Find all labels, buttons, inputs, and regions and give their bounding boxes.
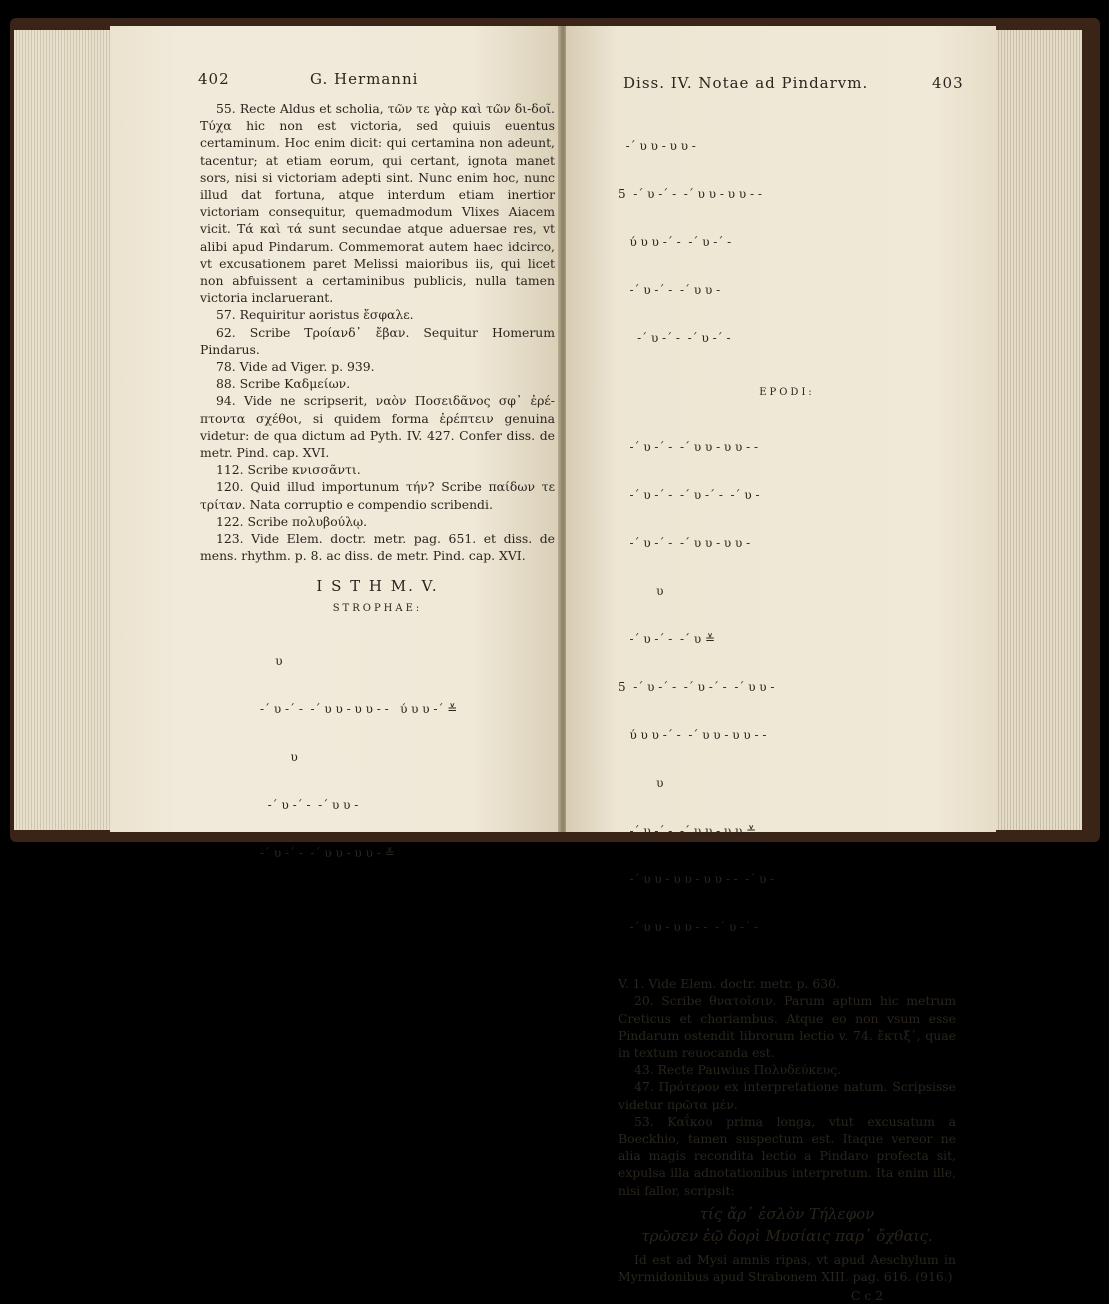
note-120: 120. Quid illud importunum τήν? Scribe παίδων τε τρίταν. Nata corruptio e compendio scribendi. [200, 479, 555, 512]
meter-line: 5 -´ υ -´ - -´ υ υ - υ υ - - [618, 187, 762, 201]
meter-line: ύ υ υ -´ - -´ υ υ - υ υ - - [618, 728, 767, 743]
meter-line: -´ υ -´ - -´ υ υ - [260, 797, 359, 812]
note-57: 57. Requiritur aoristus ἔσφαλε. [216, 307, 414, 323]
note-v1: V. 1. Vide Elem. doctr. metr. p. 630. [618, 976, 840, 992]
section-title: I S T H M. V. [316, 577, 439, 596]
note-123: 123. Vide Elem. doctr. metr. pag. 651. et diss. de mens. rhythm. p. 8. ac diss. de metr. Pind. cap. XVI. [200, 531, 555, 564]
page-edges-right [990, 30, 1082, 830]
note-43: 43. Recte Pauwius Πολυδεύκευς. [634, 1062, 842, 1078]
verse-quote [618, 1203, 956, 1247]
meter-line: -´ υ υ - υ υ - υ υ - - -´ υ - [618, 872, 775, 887]
left-body [200, 100, 555, 893]
meter-line: -´ υ -´ - -´ υ ≚ [618, 632, 716, 647]
verse-line: τρῶσεν ἐῷ δορὶ Μυσίαις παρ᾽ ὄχθαις. [641, 1226, 933, 1245]
note-88: 88. Scribe Καδμείων. [216, 376, 351, 392]
note-62: 62. Scribe Τροίανδ᾽ ἔβαν. Sequitur Homerum Pindarus. [200, 324, 555, 357]
meter-line: -´ υ -´ - -´ υ υ - υ υ ≚ [618, 824, 757, 839]
note-20: 20. Scribe θνατοῖσιν. Parum aptum hic metrum Creticus et choriambus. Atque eo non vsum esse Pindarum ostendit librorum lectio v. 74. ἔκτιξ᾽, quae in textum reuocanda est. [618, 993, 956, 1061]
meter-line: υ [618, 584, 664, 599]
right-page-number: 403 [932, 74, 964, 92]
meter-line: υ [260, 653, 283, 668]
right-running-head: Diss. IV. Notae ad Pindarvm. [623, 74, 869, 92]
note-122: 122. Scribe πολυβούλῳ. [216, 513, 368, 529]
right-body [618, 106, 956, 1304]
meter-line: -´ υ -´ - -´ υ υ - υ υ - ≚ [260, 845, 395, 860]
note-55: 55. Recte Aldus et scholia, τῶν τε γὰρ καὶ τῶν δι-δοῖ. Τύχα hic non est victoria, sed quiuis euentus certaminum. Hoc enim dicit: qui certamina non adeunt, tacentur; at etiam eorum, qui certant, ignota manet sors, nisi si victoriam adepti sint. Nunc enim hoc, nunc illud dat fortuna, atque interdum etiam inertior victoriam consequitur, quemadmodum Vlixes Aiacem vicit. Τά καὶ τά sunt secundae atque aduersae res, vt alibi apud Pindarum. Commemorat autem haec idcirco, vt excusationem paret Melissi maioribus iis, qui licet non abfuissent a certaminibus publicis, nulla tamen victoria inclaruerant. [200, 101, 555, 306]
signature-mark: C c 2 [850, 1288, 884, 1304]
right-page [566, 26, 996, 1304]
meter-line: ύ υ υ -´ - -´ υ -´ - [618, 235, 732, 249]
strophe-meter [260, 621, 555, 893]
note-112: 112. Scribe κνισσᾶντι. [216, 462, 361, 478]
epodi-label: EPODI: [759, 387, 815, 398]
meter-line: υ [260, 749, 298, 764]
verse-line: τίς ἄρ᾽ ἐσλὸν Τήλεφον [699, 1204, 875, 1223]
left-page-number: 402 [198, 70, 230, 88]
meter-line: υ [618, 776, 664, 791]
closing-note: Id est ad Mysi amnis ripas, vt apud Aeschylum in Myrmidonibus apud Strabonem XIII. pag. 616. (916.) [618, 1251, 956, 1285]
epodi-meter [618, 407, 956, 967]
meter-line: -´ υ -´ - -´ υ -´ - [618, 331, 731, 345]
meter-line: -´ υ υ - υ υ - [618, 139, 696, 153]
meter-line: -´ υ υ - υ υ - - -´ υ -´ - [618, 920, 759, 935]
left-running-head: G. Hermanni [310, 70, 419, 88]
note-47: 47. Πρότερον ex interpretatione natum. Scripsisse videtur πρῶτα μέν. [618, 1079, 956, 1112]
page-edges-left [14, 30, 114, 830]
note-53: 53. Καΐκου prima longa, vtut excusatum a Boeckhio, tamen suspectum est. Itaque vereor ne alia magis recondita lectio a Pindaro profecta sit, expulsa illa adnotationibus interpretum. Ita enim ille, nisi fallor, scripsit: [618, 1113, 956, 1198]
antistrophe-meter [618, 106, 956, 378]
note-94: 94. Vide ne scripserit, ναὸν Ποσειδᾶνος σφ᾽ ἐρέ-πτοντα σχέθοι, si quidem forma ἐρέπτειν genuina videtur: de qua dictum ad Pyth. IV. 427. Confer diss. de metr. Pind. cap. XVI. [200, 393, 555, 461]
meter-line: -´ υ -´ - -´ υ υ - υ υ - - [618, 440, 759, 455]
strophe-label: STROPHAE: [332, 602, 423, 614]
meter-line: 5 -´ υ -´ - -´ υ -´ - -´ υ υ - [618, 680, 775, 695]
meter-line: -´ υ -´ - -´ υ υ - [618, 283, 721, 297]
note-78: 78. Vide ad Viger. p. 939. [216, 359, 375, 375]
meter-line: -´ υ -´ - -´ υ -´ - -´ υ - [618, 488, 760, 503]
meter-line: -´ υ -´ - -´ υ υ - υ υ - [618, 536, 751, 551]
meter-line: -´ υ -´ - -´ υ υ - υ υ - - ύ υ υ -´ ≚ [260, 701, 458, 716]
left-page [110, 26, 562, 860]
